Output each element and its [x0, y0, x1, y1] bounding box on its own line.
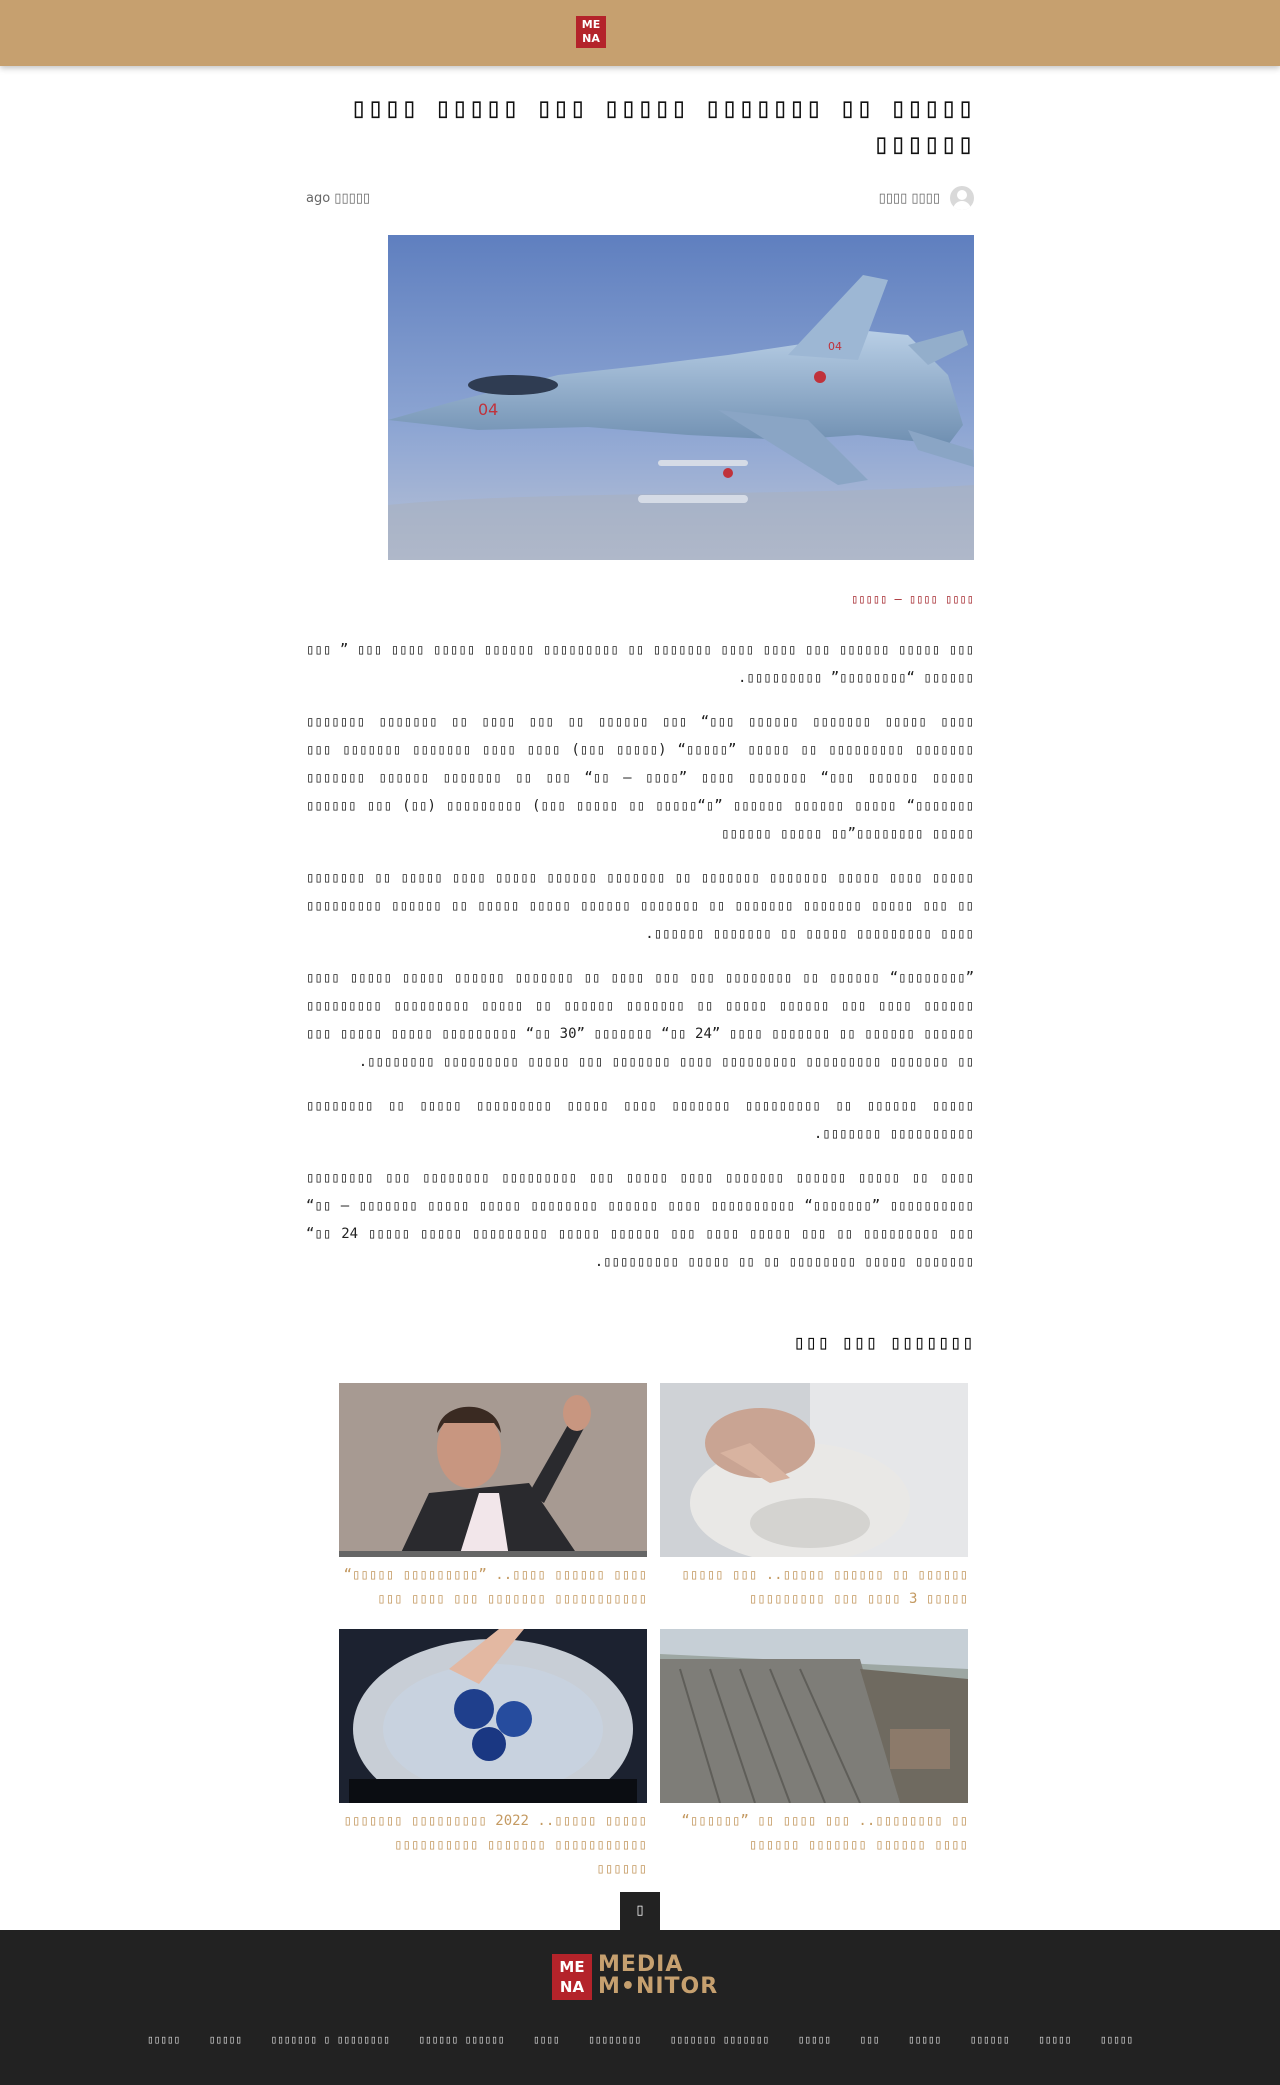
- footer-nav-item[interactable]: ▯▯▯▯▯: [146, 2033, 181, 2046]
- footer-nav-item[interactable]: ▯▯▯▯▯▯▯ ▯ ▯▯▯▯▯▯▯▯: [270, 2033, 390, 2046]
- footer-nav-item[interactable]: ▯▯▯▯▯▯: [969, 2033, 1010, 2046]
- author-name[interactable]: ▯▯▯▯ ▯▯▯▯: [878, 191, 940, 206]
- publish-date: ago ▯▯▯▯▯: [306, 191, 371, 206]
- hero-image: [388, 235, 974, 560]
- footer-nav-item[interactable]: ▯▯▯▯: [533, 2033, 560, 2046]
- paragraph: ▯▯▯ ▯▯▯▯▯ ▯▯▯▯▯▯ ▯▯▯ ▯▯▯▯ ▯▯▯▯ ▯▯▯▯▯▯▯ ▯▯ ▯▯▯▯▯▯▯▯▯ ▯▯▯▯▯▯ ▯▯▯▯▯ ▯▯▯▯ ▯▯▯ ” ▯▯▯ ▯▯▯▯▯▯ “▯▯▯▯▯▯▯▯” ▯▯▯▯▯▯▯▯▯.: [306, 642, 974, 686]
- footer-nav-item[interactable]: ▯▯▯▯▯▯▯ ▯▯▯▯▯▯▯: [669, 2033, 770, 2046]
- footer-logo-mark: ME NA: [552, 1954, 592, 2000]
- footer-nav-item[interactable]: ▯▯▯▯▯: [908, 2033, 942, 2046]
- paragraph: ”▯▯▯▯▯▯▯▯“ ▯▯▯▯▯▯ ▯▯ ▯▯▯▯▯▯▯▯ ▯▯▯ ▯▯▯ ▯▯▯▯ ▯▯ ▯▯▯▯▯▯▯ ▯▯▯▯▯▯ ▯▯▯▯▯ ▯▯▯▯▯ ▯▯▯▯ ▯▯▯▯▯▯ ▯▯▯▯ ▯▯▯ ▯▯▯▯▯▯ ▯▯▯▯▯ ▯▯ ▯▯▯▯▯▯▯ ▯▯▯▯▯▯ ▯▯ ▯▯▯▯▯ ▯▯▯▯▯▯▯▯▯ ▯▯▯▯▯▯▯▯▯ ▯▯▯▯▯▯ ▯▯▯▯▯▯ ▯▯ ▯▯▯▯▯▯▯ ▯▯▯▯ ”24 ▯▯“ ▯▯▯▯▯▯▯ ”30 ▯▯“ ▯▯▯▯▯▯▯▯▯ ▯▯▯▯▯ ▯▯▯▯▯ ▯▯▯ ▯▯ ▯▯▯▯▯▯▯ ▯▯▯▯▯▯▯▯▯ ▯▯▯▯▯▯▯▯▯ ▯▯▯▯ ▯▯▯▯▯▯▯ ▯▯▯ ▯▯▯▯▯ ▯▯▯▯▯▯▯▯▯ ▯▯▯▯▯▯▯▯.: [306, 970, 974, 1070]
- footer-nav-item[interactable]: ▯▯▯▯▯▯ ▯▯▯▯▯▯: [418, 2033, 505, 2046]
- site-logo[interactable]: ME NA: [576, 16, 606, 48]
- related-thumbnail[interactable]: [339, 1383, 647, 1557]
- paragraph: ▯▯▯▯▯ ▯▯▯▯ ▯▯▯▯▯ ▯▯▯▯▯▯▯ ▯▯▯▯▯▯▯ ▯▯ ▯▯▯▯▯▯▯ ▯▯▯▯▯▯ ▯▯▯▯▯ ▯▯▯▯ ▯▯▯▯▯ ▯▯ ▯▯▯▯▯▯▯ ▯▯ ▯▯▯ ▯▯▯▯▯ ▯▯▯▯▯▯▯ ▯▯▯▯▯▯▯ ▯▯ ▯▯▯▯▯▯▯ ▯▯▯▯▯▯ ▯▯▯▯▯ ▯▯▯▯▯ ▯▯ ▯▯▯▯▯▯ ▯▯▯▯▯▯▯▯▯ ▯▯▯▯ ▯▯▯▯▯▯▯▯▯ ▯▯▯▯▯ ▯▯ ▯▯▯▯▯▯▯ ▯▯▯▯▯▯.: [306, 870, 974, 942]
- svg-text:04: 04: [478, 400, 499, 419]
- related-caption[interactable]: ▯▯▯▯ ▯▯▯▯▯▯ ▯▯▯▯.. ”▯▯▯▯▯▯▯▯▯ ▯▯▯▯▯“ ▯▯▯▯▯▯▯▯▯▯▯ ▯▯▯▯▯▯▯ ▯▯▯ ▯▯▯▯ ▯▯▯: [343, 1567, 647, 1607]
- related-heading: ▯▯▯ ▯▯▯ ▯▯▯▯▯▯▯: [793, 1330, 974, 1354]
- article-title: ▯▯▯▯▯ ▯▯ ▯▯▯▯▯▯▯ ▯▯▯▯▯ ▯▯▯ ▯▯▯▯▯ ▯▯▯▯ ▯▯▯▯▯▯: [350, 91, 974, 160]
- article-meta: [306, 186, 974, 212]
- footer-nav: [0, 2033, 1280, 2046]
- footer-nav-item[interactable]: ▯▯▯▯▯: [1038, 2033, 1072, 2046]
- paragraph: ▯▯▯▯ ▯▯ ▯▯▯▯▯ ▯▯▯▯▯▯ ▯▯▯▯▯▯▯ ▯▯▯▯ ▯▯▯▯▯ ▯▯▯ ▯▯▯▯▯▯▯▯▯ ▯▯▯▯▯▯▯▯ ▯▯▯ ▯▯▯▯▯▯▯▯ ▯▯▯▯▯▯▯▯▯▯ ”▯▯▯▯▯▯▯“ ▯▯▯▯▯▯▯▯▯▯ ▯▯▯▯ ▯▯▯▯▯▯ ▯▯▯▯▯▯▯▯ ▯▯▯▯▯ ▯▯▯▯▯ ▯▯▯▯▯▯▯ – ▯▯“ ▯▯▯ ▯▯▯▯▯▯▯▯▯ ▯▯ ▯▯▯ ▯▯▯▯▯ ▯▯▯▯ ▯▯▯ ▯▯▯▯▯▯ ▯▯▯▯▯ ▯▯▯▯▯▯▯▯▯ ▯▯▯▯▯ ▯▯▯▯▯ 24 ▯▯“ ▯▯▯▯▯▯▯ ▯▯▯▯▯ ▯▯▯▯▯▯▯▯ ▯▯ ▯▯ ▯▯▯▯▯ ▯▯▯▯▯▯▯▯▯.: [306, 1170, 974, 1270]
- footer-logo-word: M•NITOR: [598, 1974, 719, 1999]
- back-to-top-button[interactable]: ▯: [620, 1892, 660, 1930]
- source-credit[interactable]: ▯▯▯▯▯ – ▯▯▯▯ ▯▯▯▯: [851, 592, 974, 606]
- related-card[interactable]: [660, 1629, 968, 1857]
- footer-nav-item[interactable]: ▯▯▯: [859, 2033, 880, 2046]
- svg-text:04: 04: [828, 340, 842, 353]
- paragraph: ▯▯▯▯▯ ▯▯▯▯▯▯ ▯▯ ▯▯▯▯▯▯▯▯▯ ▯▯▯▯▯▯▯ ▯▯▯▯ ▯▯▯▯▯ ▯▯▯▯▯▯▯▯▯ ▯▯▯▯▯ ▯▯ ▯▯▯▯▯▯▯▯ ▯▯▯▯▯▯▯▯▯▯ ▯▯▯▯▯▯▯.: [306, 1098, 974, 1142]
- related-caption[interactable]: ▯▯▯▯▯▯ ▯▯ ▯▯▯▯▯▯ ▯▯▯▯▯.. ▯▯▯ ▯▯▯▯▯ ▯▯▯▯▯ 3 ▯▯▯▯ ▯▯▯ ▯▯▯▯▯▯▯▯▯: [681, 1567, 968, 1607]
- related-thumbnail[interactable]: [660, 1383, 968, 1557]
- paragraph: ▯▯▯▯ ▯▯▯▯▯ ▯▯▯▯▯▯▯ ▯▯▯▯▯▯ ▯▯▯“ ▯▯▯ ▯▯▯▯▯▯ ▯▯ ▯▯▯ ▯▯▯▯ ▯▯ ▯▯▯▯▯▯▯ ▯▯▯▯▯▯▯ ▯▯▯▯▯▯▯ ▯▯▯▯▯▯▯▯▯ ▯▯ ▯▯▯▯▯ ”▯▯▯▯▯“ (▯▯▯▯▯ ▯▯▯) ▯▯▯▯ ▯▯▯▯ ▯▯▯▯▯▯▯ ▯▯▯▯▯▯▯ ▯▯▯ ▯▯▯▯▯ ▯▯▯▯▯▯ ▯▯▯“ ▯▯▯▯▯▯▯ ▯▯▯▯ ”▯▯▯▯ – ▯▯“ ▯▯▯ ▯▯ ▯▯▯▯▯▯▯ ▯▯▯▯▯▯ ▯▯▯▯▯▯▯ ▯▯▯▯▯▯▯“ ▯▯▯▯▯ ▯▯▯▯▯▯ ▯▯▯▯▯▯ ”▯“▯▯▯▯▯ ▯▯ ▯▯▯▯▯ ▯▯▯) ▯▯▯▯▯▯▯▯▯ (▯▯) ▯▯▯ ▯▯▯▯▯▯ ▯▯▯▯▯ ▯▯▯▯▯▯▯▯”▯▯ ▯▯▯▯▯ ▯▯▯▯▯▯: [306, 714, 974, 842]
- related-card[interactable]: [660, 1383, 968, 1611]
- site-footer: [0, 1930, 1280, 2085]
- related-card[interactable]: [339, 1383, 647, 1611]
- footer-nav-item[interactable]: ▯▯▯▯▯: [1099, 2033, 1133, 2046]
- footer-nav-item[interactable]: ▯▯▯▯▯: [208, 2033, 242, 2046]
- related-caption[interactable]: ▯▯▯▯▯ ▯▯▯▯▯.. 2022 ▯▯▯▯▯▯▯▯▯ ▯▯▯▯▯▯▯ ▯▯▯▯▯▯▯▯▯▯▯ ▯▯▯▯▯▯▯ ▯▯▯▯▯▯▯▯▯▯ ▯▯▯▯▯▯: [343, 1813, 647, 1877]
- article-body: [306, 636, 974, 1292]
- author-avatar-icon[interactable]: [950, 186, 974, 210]
- related-thumbnail[interactable]: [339, 1629, 647, 1803]
- top-bar: [0, 0, 1280, 66]
- footer-nav-item[interactable]: ▯▯▯▯▯: [797, 2033, 831, 2046]
- footer-nav-item[interactable]: ▯▯▯▯▯▯▯▯: [588, 2033, 642, 2046]
- related-card[interactable]: [339, 1629, 647, 1881]
- footer-logo-word: MEDIA: [598, 1952, 684, 1977]
- related-thumbnail[interactable]: [660, 1629, 968, 1803]
- related-caption[interactable]: ▯▯ ▯▯▯▯▯▯▯▯.. ▯▯▯ ▯▯▯▯ ▯▯ ”▯▯▯▯▯▯“ ▯▯▯▯ ▯▯▯▯▯▯ ▯▯▯▯▯▯▯ ▯▯▯▯▯▯: [681, 1813, 968, 1853]
- footer-logo[interactable]: [552, 1954, 732, 2000]
